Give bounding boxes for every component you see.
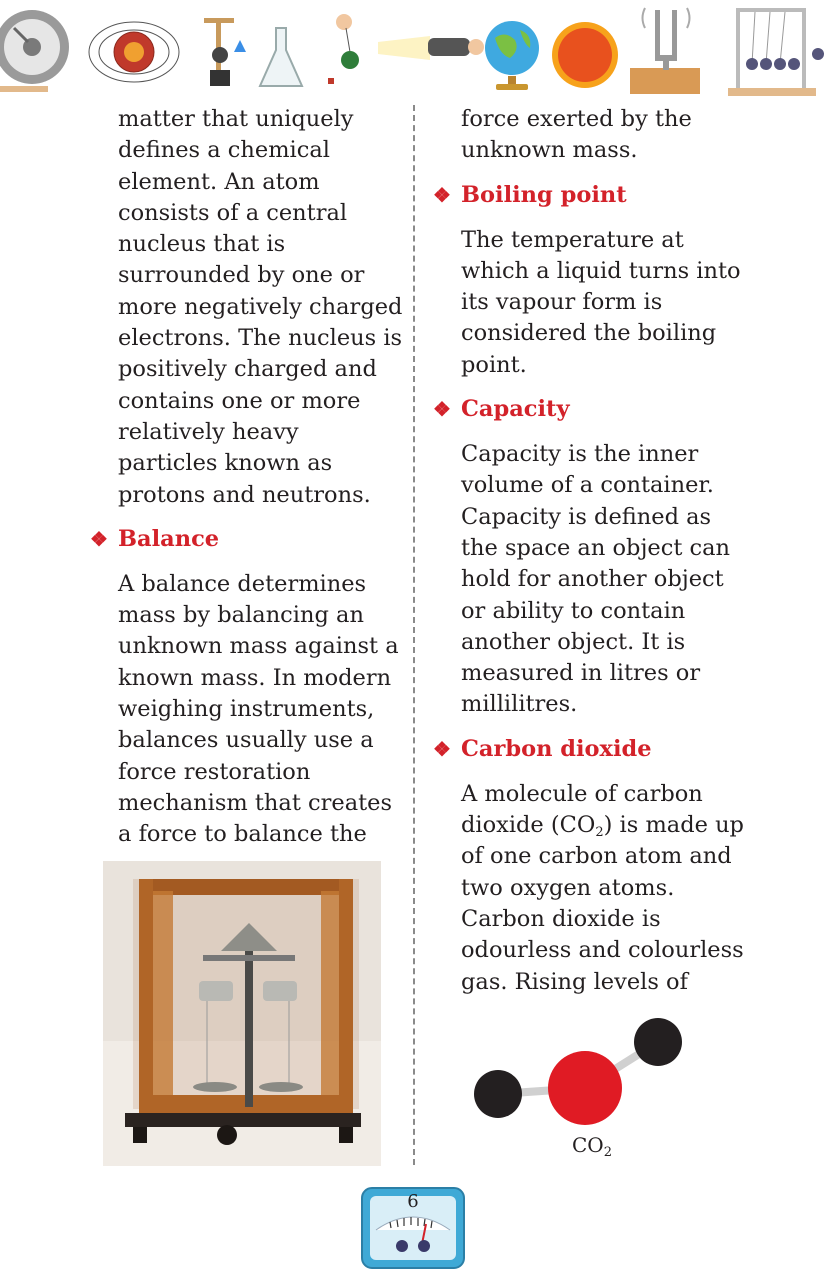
left-column (90, 104, 403, 851)
analytical-balance-photo (103, 861, 381, 1166)
pulley-stand-icon (204, 18, 246, 86)
disc-icon (0, 10, 69, 92)
boiling-point-body: The temperature at which a liquid turns into its vapour form is considered the boiling point. (461, 226, 741, 378)
boiling-point-heading-label: Boiling point (461, 181, 627, 208)
header-science-icons (0, 0, 827, 100)
bullet-icon: ❖ (90, 526, 108, 551)
tuning-fork-icon (630, 8, 700, 94)
oxygen-atom-right (634, 1018, 682, 1066)
balance-heading (90, 523, 403, 555)
right-column (433, 104, 751, 998)
balance-body: A balance determines mass by balancing an unknown mass against a known mass. In modern weighing instruments, balances usually use a force restoration mechanism that creates a force to balance the (118, 570, 399, 848)
co2-label-base: CO (572, 1133, 604, 1157)
carbon-dioxide-heading-label: Carbon dioxide (461, 735, 652, 762)
carbon-dioxide-body-part2: ) is made up of one carbon atom and two oxygen atoms. Carbon dioxide is odourless and colourless gas. Rising levels of (461, 812, 744, 995)
carbon-dioxide-body (461, 779, 751, 998)
magnetic-field-icon (89, 22, 179, 82)
carbon-dioxide-heading (433, 733, 751, 765)
bullet-icon: ❖ (433, 397, 451, 422)
carbon-dioxide-body-subscript: 2 (595, 825, 604, 841)
capacity-heading-label: Capacity (461, 396, 570, 423)
torch-icon (378, 36, 484, 60)
co2-molecule-diagram (465, 1010, 695, 1170)
page-number: 6 (407, 1191, 419, 1212)
bullet-icon: ❖ (433, 736, 451, 761)
newtons-cradle-icon (728, 8, 824, 96)
globe-icon (485, 21, 539, 90)
page-number-badge (360, 1186, 466, 1270)
hand-pendulum-icon (328, 14, 359, 84)
co2-label-subscript: 2 (603, 1145, 612, 1160)
boiling-point-heading (433, 179, 751, 211)
capacity-heading (433, 393, 751, 425)
balance-heading-label: Balance (118, 525, 220, 552)
carbon-dioxide-body-part1: A molecule of carbon dioxide (CO (461, 780, 703, 839)
capacity-body: Capacity is the inner volume of a container. Capacity is defined as the space an object can hold for another object or ability to contain another object. It is measured in litres or millilitres. (461, 441, 731, 718)
sun-icon (552, 22, 618, 88)
co2-label (572, 1133, 612, 1160)
bullet-icon: ❖ (433, 182, 451, 207)
balance-continued-text: force exerted by the unknown mass. (461, 106, 692, 164)
oxygen-atom-left (474, 1070, 522, 1118)
column-divider (413, 105, 415, 1165)
flask-icon (260, 28, 302, 86)
carbon-atom (548, 1051, 622, 1125)
atom-continued-text: matter that uniquely defines a chemical element. An atom consists of a central nucleus that is surrounded by one or more negatively charged electrons. The nucleus is positively charged and contains one or more relatively heavy particles known as protons and neutrons. (118, 106, 403, 508)
